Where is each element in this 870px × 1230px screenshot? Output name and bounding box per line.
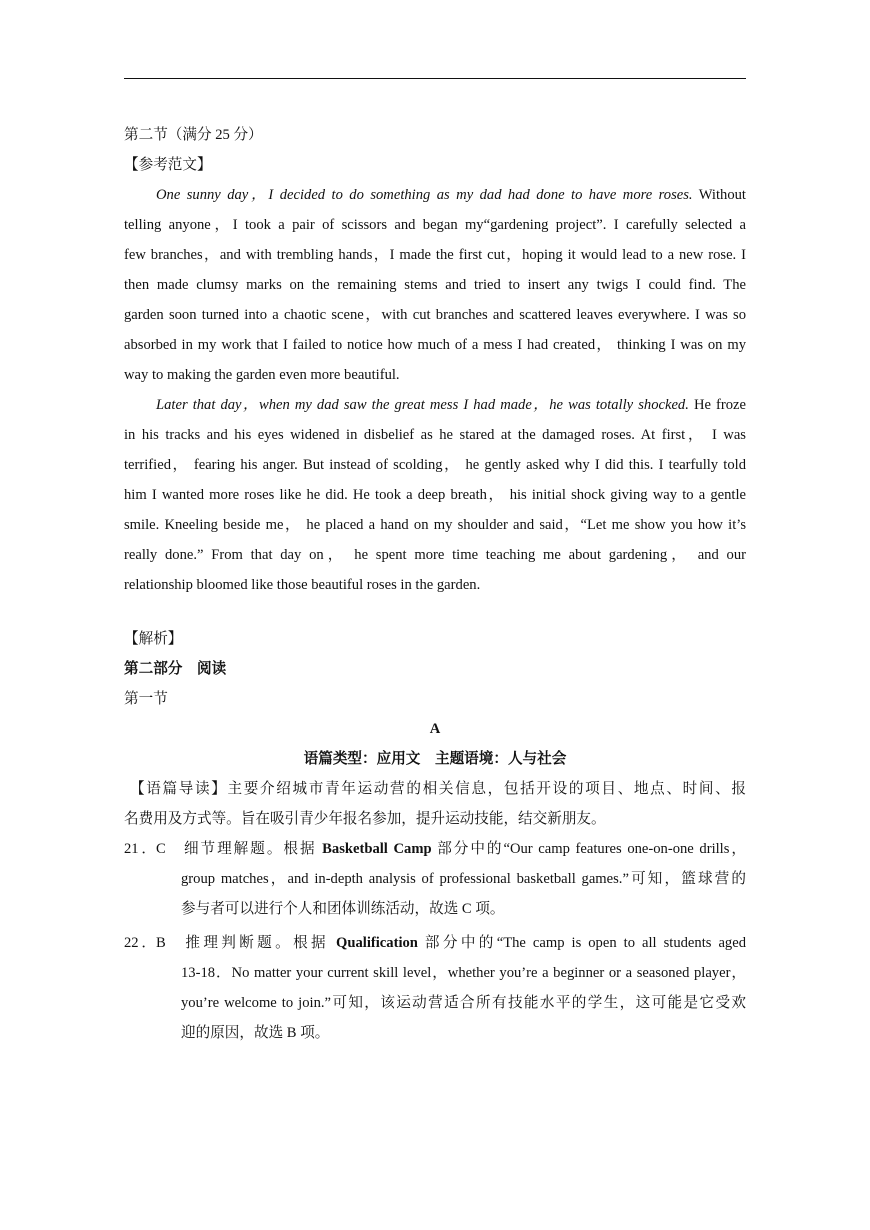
question-line: 迎的原因，故选 B 项。 xyxy=(181,1025,330,1041)
question-21 xyxy=(124,834,746,924)
essay-line: him I wanted more roses like he did. He took a deep breath， his initial shock giving way to a gentle xyxy=(124,487,746,503)
question-line: group matches，and in-depth analysis of professional basketball games.”可知，篮球营的 xyxy=(181,871,746,887)
essay-line: absorbed in my work that I failed to notice how much of a mess I had created， thinking I was on my xyxy=(124,337,746,353)
question-number: 22． xyxy=(124,935,156,951)
section-header: 第二节（满分 25 分） xyxy=(124,127,263,143)
top-rule xyxy=(124,78,746,79)
section-name: Qualification xyxy=(336,935,418,951)
question-22 xyxy=(124,928,746,1048)
essay-line: in his tracks and his eyes widened in disbelief as he stared at the damaged roses. At first， I was xyxy=(124,427,746,443)
essay-line: few branches，and with trembling hands，I made the first cut，hoping it would lead to a new rose. I xyxy=(124,247,746,263)
essay-line: then made clumsy marks on the remaining stems and tried to insert any twigs I could find. The xyxy=(124,277,746,293)
reference-label: 【参考范文】 xyxy=(124,157,212,173)
section-name: Basketball Camp xyxy=(322,841,432,857)
passage-letter: A xyxy=(429,721,441,737)
essay-line: terrified， fearing his anger. But instead of scolding， he gently asked why I did this. I tearfully told xyxy=(124,457,746,473)
question-line: 参与者可以进行个人和团体训练活动，故选 C 项。 xyxy=(181,901,505,917)
essay-paragraph-1 xyxy=(124,180,746,390)
essay-line: garden soon turned into a chaotic scene，with cut branches and scattered leaves everywhere. I was so xyxy=(124,307,746,323)
question-number: 21． xyxy=(124,841,156,857)
essay-line: way to making the garden even more beautiful. xyxy=(124,367,400,383)
part-title: 第二部分 阅读 xyxy=(124,661,227,677)
essay-opening-sentence: One sunny day，I decided to do something as my dad had done to have more roses. xyxy=(156,187,693,203)
analysis-label: 【解析】 xyxy=(124,631,183,647)
essay-line: One sunny day，I decided to do something as my dad had done to have more roses. Without xyxy=(156,187,746,203)
question-line: you’re welcome to join.”可知，该运动营适合所有技能水平的学生，这可能是它受欢 xyxy=(181,995,746,1011)
content xyxy=(124,120,746,1048)
answer-letter: C xyxy=(156,841,166,857)
passage-intro-line: 【语篇导读】主要介绍城市青年运动营的相关信息，包括开设的项目、地点、时间、报 xyxy=(130,781,746,797)
essay-opening-sentence: Later that day，when my dad saw the great mess I had made，he was totally shocked. xyxy=(156,397,689,413)
essay-paragraph-2 xyxy=(124,390,746,600)
question-line: 21．C 细节理解题。根据 Basketball Camp 部分中的“Our camp features one-on-one drills， xyxy=(124,834,746,864)
sub-section-title: 第一节 xyxy=(124,691,168,707)
question-line: 22．B 推理判断题。根据 Qualification 部分中的“The camp is open to all students aged xyxy=(124,928,746,958)
essay-line: smile. Kneeling beside me， he placed a hand on my shoulder and said，“Let me show you how it’s xyxy=(124,517,746,533)
passage-intro-line: 名费用及方式等。旨在吸引青少年报名参加，提升运动技能，结交新朋友。 xyxy=(124,811,606,827)
essay-line: Later that day，when my dad saw the great mess I had made，he was totally shocked. He froze xyxy=(156,397,746,413)
question-line: 13-18．No matter your current skill level，whether you’re a beginner or a seasoned player， xyxy=(181,965,746,981)
essay-line: telling anyone，I took a pair of scissors and began my“gardening project”. I carefully selected a xyxy=(124,217,746,233)
essay-line: relationship bloomed like those beautiful roses in the garden. xyxy=(124,577,481,593)
answer-letter: B xyxy=(156,935,166,951)
passage-type: 语篇类型：应用文 主题语境：人与社会 xyxy=(303,751,567,767)
essay-line: really done.” From that day on， he spent more time teaching me about gardening， and our xyxy=(124,547,746,563)
